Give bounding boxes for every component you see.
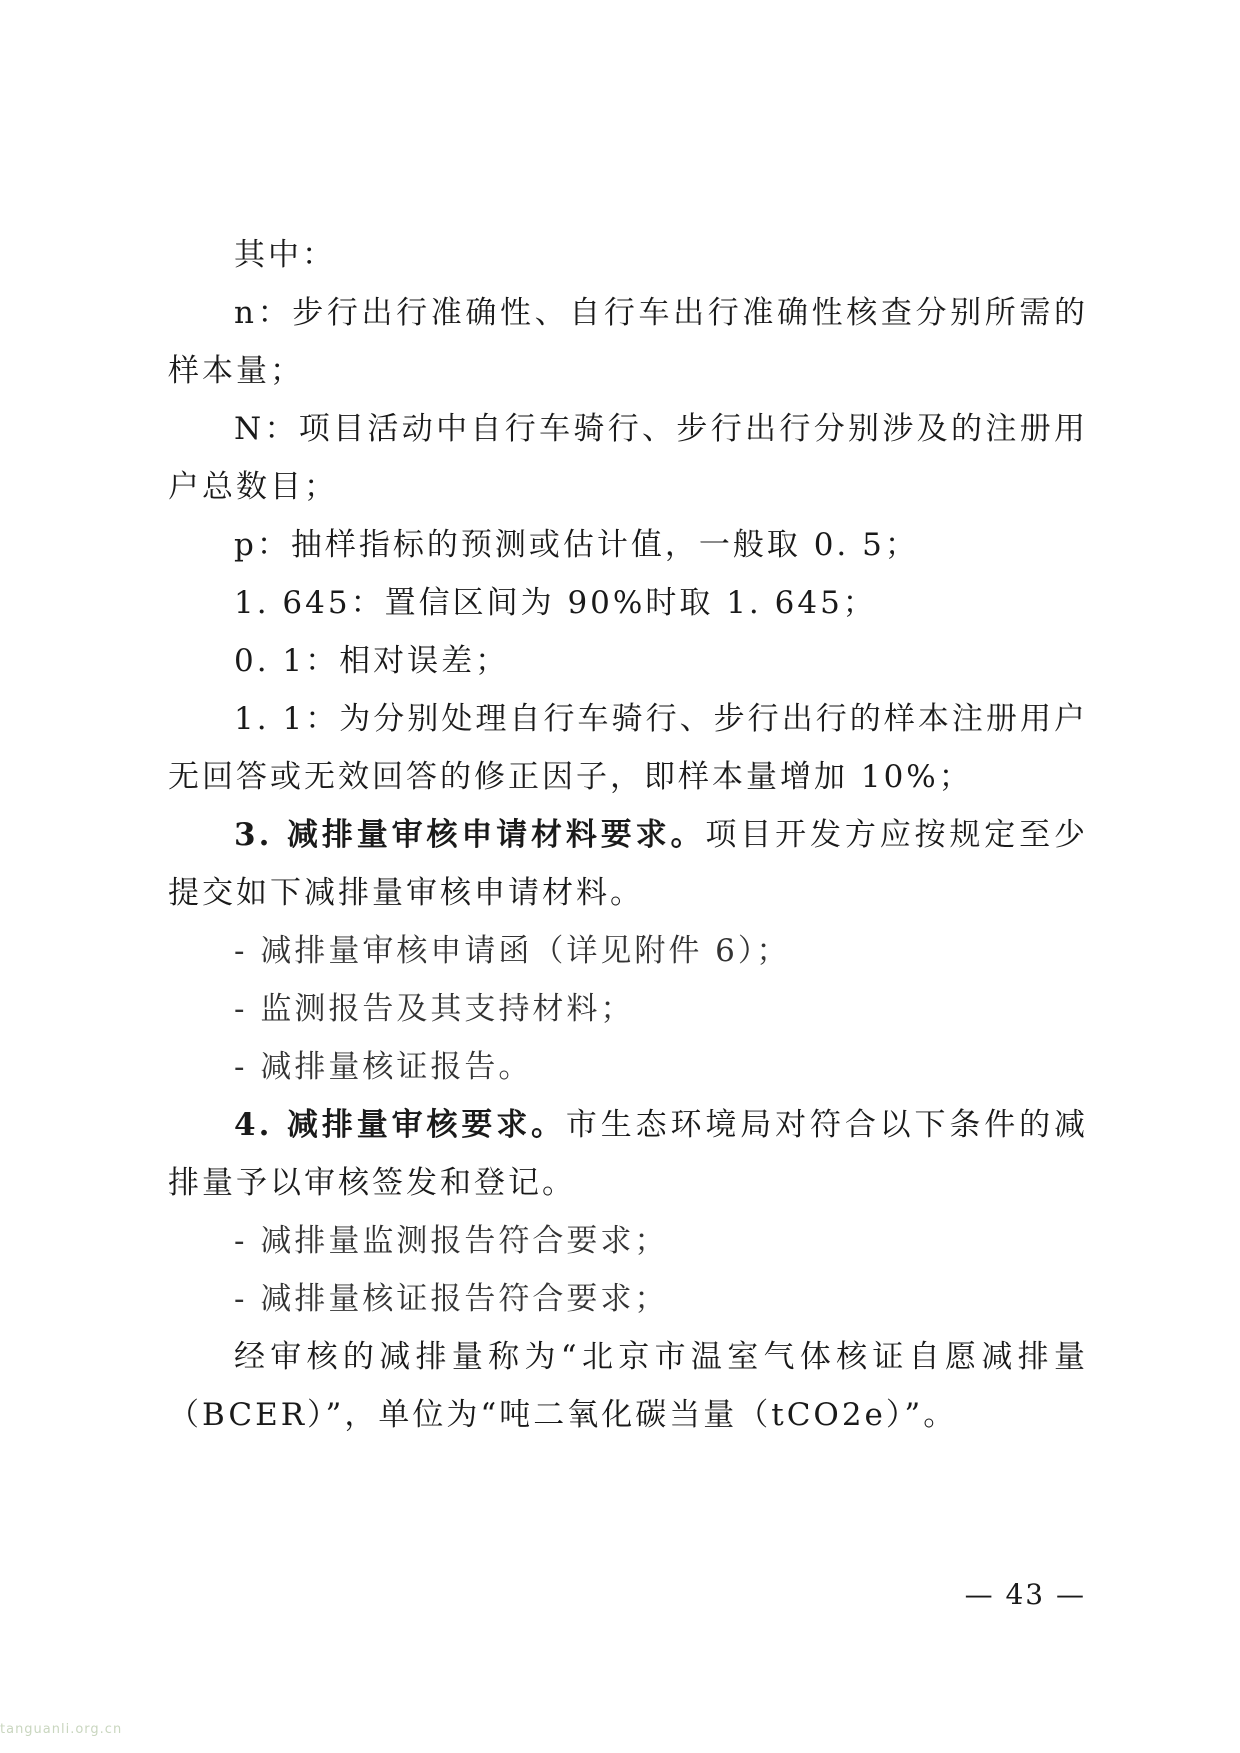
paragraph-error-definition: 0. 1：相对误差；: [234, 643, 510, 679]
paragraph-p-definition: p：抽样指标的预测或估计值，一般取 0. 5；: [234, 527, 919, 563]
document-body: [168, 226, 1088, 1444]
paragraph-closing: 经审核的减排量称为“北京市温室气体核证自愿减排量（BCER）”，单位为“吨二氧化碳当量（tCO2e）”。: [168, 1339, 1088, 1433]
section-3-item-application-letter: - 减排量审核申请函（详见附件 6）；: [234, 933, 791, 969]
paragraph-correction-definition: 1. 1：为分别处理自行车骑行、步行出行的样本注册用户无回答或无效回答的修正因子，即样本量增加 10%；: [168, 701, 1088, 795]
paragraph-n-definition: n：步行出行准确性、自行车出行准确性核查分别所需的样本量；: [168, 295, 1088, 389]
paragraph-N-definition: N：项目活动中自行车骑行、步行出行分别涉及的注册用户总数目；: [168, 411, 1088, 505]
section-4-body: 市生态环境局对符合以下条件的减排量予以审核签发和登记。: [168, 1107, 1088, 1201]
paragraph-intro: 其中：: [234, 237, 336, 273]
section-4-paragraph: [168, 1096, 1088, 1212]
section-3-item-monitoring-report: - 监测报告及其支持材料；: [234, 991, 635, 1027]
section-4-item-monitoring: - 减排量监测报告符合要求；: [234, 1223, 669, 1259]
section-3-paragraph: [168, 806, 1088, 922]
paragraph-confidence-definition: 1. 645：置信区间为 90%时取 1. 645；: [234, 585, 877, 621]
section-3-heading: 3. 减排量审核申请材料要求。: [234, 817, 706, 853]
section-3-item-verification-report: - 减排量核证报告。: [234, 1049, 533, 1085]
watermark-text: tanguanli.org.cn: [0, 1722, 123, 1737]
page-number: — 43 —: [964, 1578, 1086, 1611]
section-3-body: 项目开发方应按规定至少提交如下减排量审核申请材料。: [168, 817, 1089, 911]
section-4-heading: 4. 减排量审核要求。: [234, 1107, 566, 1143]
section-4-item-verification: - 减排量核证报告符合要求；: [234, 1281, 669, 1317]
